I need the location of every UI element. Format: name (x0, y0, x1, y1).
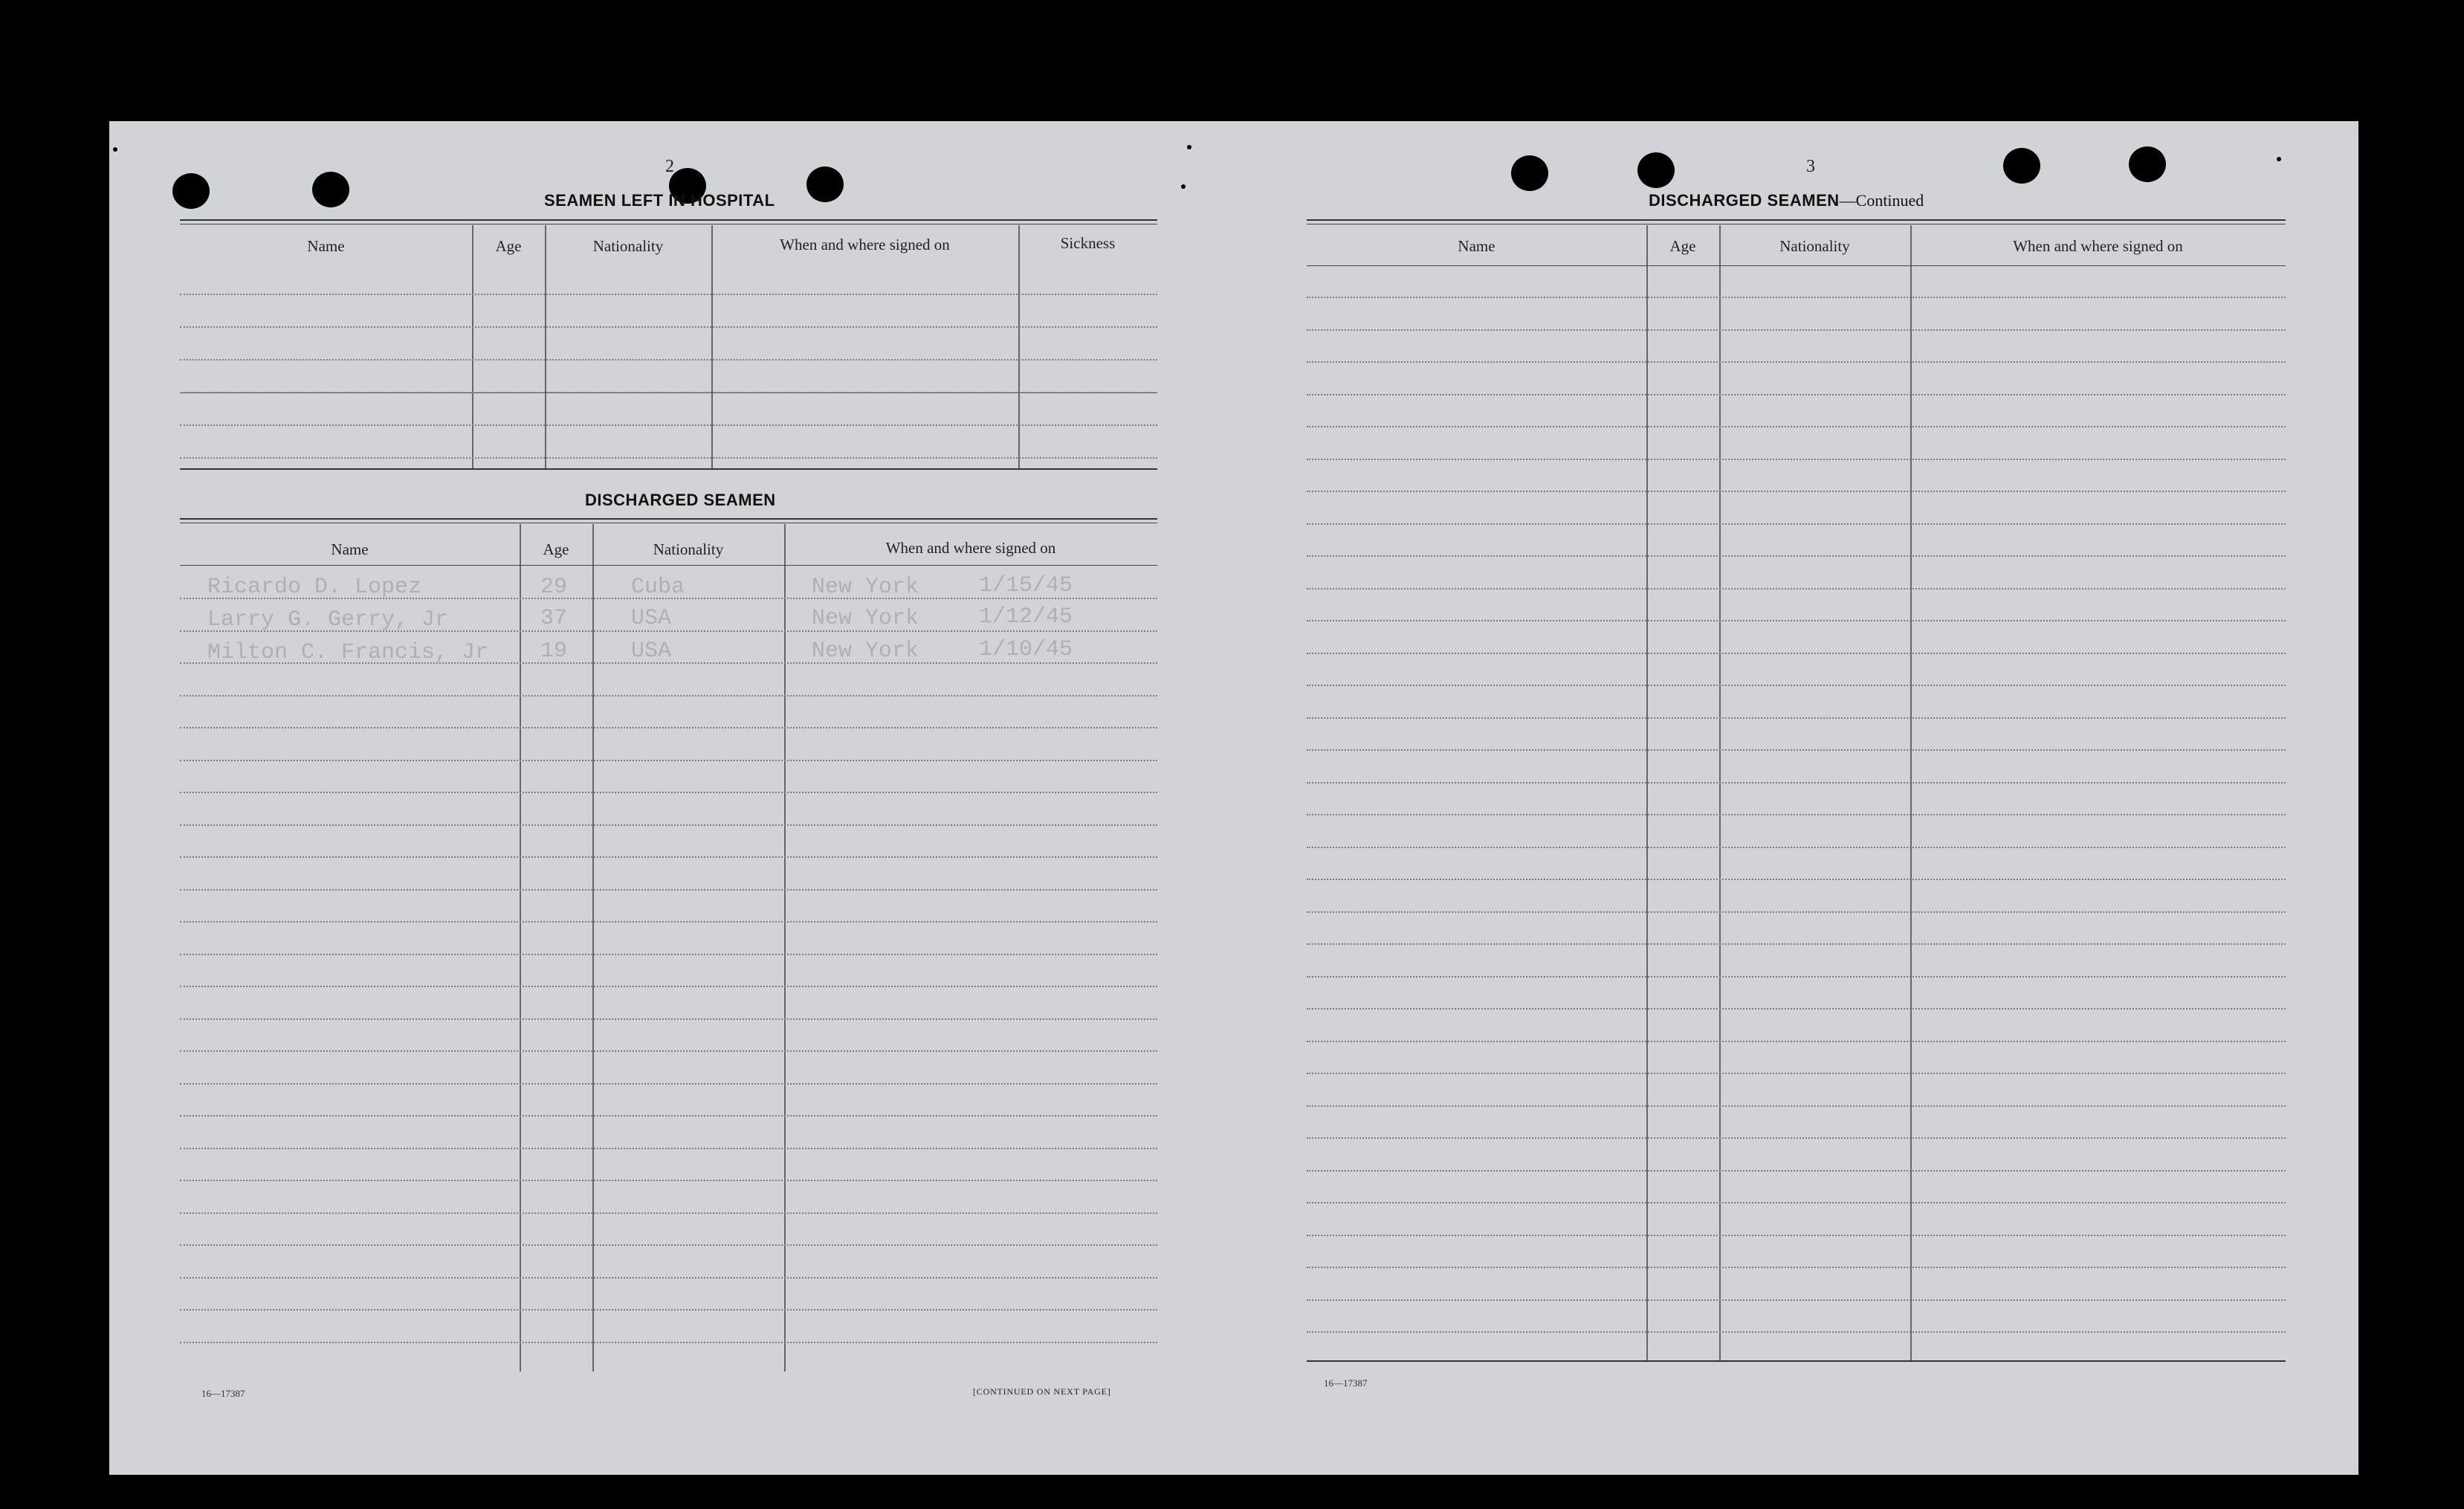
ruled-line (1307, 1202, 2286, 1203)
ruled-line (1307, 653, 2286, 654)
column-header-name: Name (307, 237, 345, 255)
column-header-signed-on: When and where signed on (2013, 237, 2183, 255)
ruled-line (1307, 717, 2286, 719)
ruled-line (180, 889, 1157, 891)
speck (113, 147, 117, 152)
column-header-name: Name (331, 540, 369, 558)
ruled-line (1307, 329, 2286, 331)
punch-hole (172, 173, 210, 209)
ruled-line (1307, 523, 2286, 525)
ruled-line (180, 1277, 1157, 1279)
seaman-name: Larry G. Gerry, Jr (207, 607, 449, 633)
ruled-line (180, 856, 1157, 858)
ruled-line (1307, 814, 2286, 815)
ruled-line (1307, 1170, 2286, 1172)
ruled-line (1307, 297, 2286, 298)
column-header-name: Name (1458, 237, 1495, 255)
ruled-line (1307, 1041, 2286, 1042)
ruled-line (1307, 1299, 2286, 1301)
column-header-age: Age (543, 540, 569, 558)
signed-on-date: 1/12/45 (979, 604, 1073, 630)
ruled-line (180, 792, 1157, 793)
ruled-line (180, 986, 1157, 987)
ruled-line (180, 727, 1157, 728)
right-page (1236, 121, 2358, 1475)
seaman-nationality: USA (631, 639, 672, 664)
ruled-line (1307, 1267, 2286, 1268)
ruled-line (1307, 426, 2286, 427)
ruled-line (180, 1309, 1157, 1311)
punch-hole (312, 172, 349, 207)
ruled-line (180, 921, 1157, 922)
ruled-line (1307, 1137, 2286, 1139)
ruled-line (180, 424, 1157, 426)
seaman-name: Milton C. Francis, Jr (207, 640, 489, 665)
ruled-line (180, 392, 1157, 393)
ruled-line (180, 359, 1157, 361)
punch-hole (1511, 155, 1548, 191)
ruled-line (1307, 620, 2286, 621)
ruled-line (1307, 588, 2286, 589)
ruled-line (180, 1244, 1157, 1246)
ruled-line (1307, 1235, 2286, 1236)
ruled-line (1307, 394, 2286, 395)
seaman-nationality: USA (631, 606, 672, 631)
ruled-line (180, 1083, 1157, 1085)
ruled-line (180, 760, 1157, 761)
ruled-line (180, 1180, 1157, 1181)
ruled-line (180, 326, 1157, 328)
column-header-nationality: Nationality (1779, 237, 1850, 255)
speck (1187, 145, 1191, 149)
column-header-age: Age (1669, 237, 1696, 255)
seaman-name: Ricardo D. Lopez (207, 575, 422, 600)
ruled-line (1307, 361, 2286, 363)
ruled-line (1307, 782, 2286, 783)
seaman-age: 37 (540, 606, 568, 631)
ruled-line (1307, 1105, 2286, 1107)
ruled-line (1307, 749, 2286, 751)
section-title-discharged: DISCHARGED SEAMEN (585, 491, 776, 509)
punch-hole (806, 167, 844, 202)
title-main: DISCHARGED SEAMEN (1649, 191, 1840, 210)
signed-on-date: 1/10/45 (979, 637, 1073, 662)
form-number: 16—17387 (1324, 1377, 1368, 1389)
ruled-line (1307, 847, 2286, 848)
ruled-line (180, 1212, 1157, 1214)
signed-on-place: New York (812, 575, 919, 600)
seaman-age: 19 (540, 639, 568, 664)
form-number: 16—17387 (201, 1388, 245, 1399)
continued-note: [CONTINUED ON NEXT PAGE] (973, 1386, 1111, 1397)
speck (1181, 184, 1186, 189)
ruled-line (1307, 1331, 2286, 1333)
ruled-line (1307, 976, 2286, 978)
signed-on-date: 1/15/45 (979, 573, 1073, 598)
seaman-nationality: Cuba (631, 575, 685, 600)
ruled-line (180, 1050, 1157, 1052)
ruled-line (1307, 491, 2286, 492)
ruled-line (180, 1018, 1157, 1020)
left-page (109, 121, 1241, 1475)
ruled-line (1307, 911, 2286, 913)
continued-rows (1307, 219, 2286, 1364)
title-sub: —Continued (1839, 191, 1924, 210)
column-header-signed-on: When and where signed on (885, 539, 1056, 557)
column-header-signed-on: When and where signed on (780, 236, 950, 253)
ruled-line (180, 954, 1157, 955)
column-header-nationality: Nationality (653, 540, 724, 558)
ruled-line (1307, 1073, 2286, 1074)
section-title-discharged-continued (1649, 191, 1924, 210)
ruled-line (180, 695, 1157, 697)
signed-on-place: New York (812, 606, 919, 631)
hospital-rows (180, 219, 1157, 472)
signed-on-place: New York (812, 639, 919, 664)
seaman-age: 29 (540, 575, 568, 600)
column-header-age: Age (495, 237, 522, 255)
page-number: 3 (1806, 157, 1815, 176)
ruled-line (1307, 1008, 2286, 1009)
punch-hole (2129, 146, 2166, 182)
punch-hole (1637, 152, 1675, 188)
ruled-line (180, 1342, 1157, 1343)
ruled-line (180, 457, 1157, 459)
speck (2277, 157, 2281, 161)
punch-hole (2003, 148, 2040, 184)
ruled-line (1307, 943, 2286, 945)
ruled-line (180, 294, 1157, 295)
ruled-line (1307, 555, 2286, 557)
ruled-line (180, 1148, 1157, 1149)
page-number: 2 (665, 157, 674, 176)
ruled-line (1307, 459, 2286, 460)
ruled-line (1307, 685, 2286, 686)
column-header-sickness: Sickness (1060, 234, 1116, 252)
column-header-nationality: Nationality (592, 237, 664, 255)
ruled-line (180, 1115, 1157, 1117)
ruled-line (180, 824, 1157, 826)
section-title-hospital: SEAMEN LEFT IN HOSPITAL (544, 191, 775, 210)
ruled-line (1307, 879, 2286, 880)
